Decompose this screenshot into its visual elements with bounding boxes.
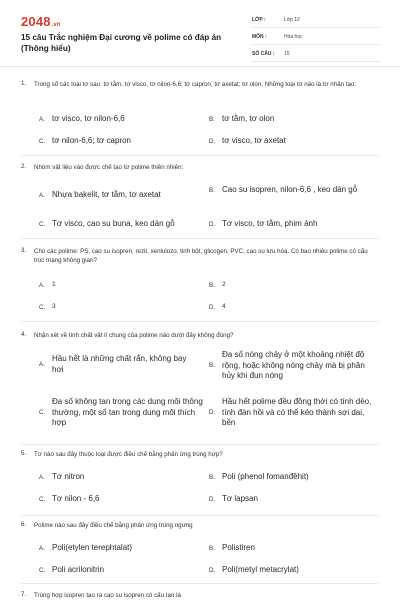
option-letter: A. (39, 361, 45, 368)
option-b[interactable] (209, 350, 379, 382)
meta-row-subject (252, 30, 380, 45)
question-number: 3. (21, 247, 27, 254)
option-text: Đa số không tan trong các dung môi thông thường, một số tan trong dung môi thích hợp (52, 397, 203, 427)
option-c[interactable] (39, 494, 100, 505)
worksheet-meta (252, 13, 380, 64)
question-number: 7. (21, 591, 27, 598)
option-text: Hầu hết là những chất rắn, không bay hơi (52, 354, 187, 374)
meta-row-count (252, 47, 380, 62)
question-divider (21, 515, 378, 516)
option-b[interactable] (209, 543, 255, 554)
worksheet-title: 15 câu Trắc nghiệm Đại cương về polime có đáp án (Thông hiểu) (21, 33, 222, 53)
option-letter: D. (209, 409, 216, 417)
option-text: tơ visco, tơ axetat (222, 136, 286, 145)
question-number: 2. (21, 163, 27, 170)
question-divider (21, 444, 378, 445)
option-text: 2 (222, 281, 226, 288)
question-text: Nhận xét về tính chất vật lí chung của polime nào dưới đây không đúng? (34, 332, 234, 339)
option-text: Tơ visco, tơ tằm, phim ảnh (222, 219, 318, 228)
option-c[interactable] (39, 397, 207, 429)
option-text: Tơ nilon - 6,6 (52, 494, 100, 503)
option-letter: A. (39, 281, 45, 289)
option-d[interactable] (209, 565, 299, 576)
option-b[interactable] (209, 472, 309, 483)
question-text: Trùng hợp isopren tạo ra cao su isopren có cấu tạo là (34, 592, 181, 599)
question-5 (21, 450, 378, 516)
option-letter: B. (209, 115, 215, 123)
option-a[interactable] (39, 543, 132, 554)
question-2 (21, 163, 378, 243)
option-a[interactable] (39, 114, 125, 125)
option-text: tơ nilon-6,6; tơ capron (52, 136, 131, 145)
option-b[interactable] (209, 114, 274, 125)
option-letter: D. (209, 303, 216, 311)
question-text: Trong số các loại tơ sau: tơ tằm, tơ visco, tơ nilon-6,6; tơ capron; tơ axetat; tơ olon. Những loại tơ nào là tơ nhân tạo: (34, 81, 357, 88)
meta-row-class (252, 13, 380, 28)
question-text: Nhóm vật liệu vào được chế tạo từ polime thiên nhiên: (34, 164, 184, 171)
option-text: Hầu hết polime đều đồng thời có tính dẻo, tính đàn hồi và có thể kéo thành sợi dai, bền (222, 397, 372, 427)
option-letter: B. (209, 362, 215, 370)
option-c[interactable] (39, 565, 104, 576)
option-a[interactable] (39, 280, 56, 291)
option-b[interactable] (209, 185, 374, 196)
option-text: Tơ nitron (52, 472, 85, 481)
question-1 (21, 80, 378, 160)
worksheet-header (0, 0, 400, 67)
option-text: Nhựa bakelit, tơ tằm, tơ axetat (52, 190, 161, 199)
option-letter: C. (39, 137, 46, 145)
option-letter: D. (209, 220, 216, 228)
option-letter: C. (39, 303, 46, 311)
option-d[interactable] (209, 494, 258, 505)
question-4 (21, 331, 378, 446)
option-text: 1 (52, 281, 56, 288)
option-letter: B. (209, 473, 215, 481)
option-d[interactable] (209, 302, 226, 313)
meta-label: SỐ CÂU : (252, 51, 275, 57)
logo-suffix: .vn (51, 22, 61, 28)
option-d[interactable] (209, 397, 379, 429)
option-text: Đa số nóng chảy ở một khoảng nhiệt độ rộng, hoặc không nóng chảy mà bị phân hủy khi đun nóng (222, 350, 365, 380)
option-text: Tơ lapsan (222, 494, 258, 503)
question-number: 6. (21, 521, 27, 528)
option-text: Poli(metyl metacrylat) (222, 565, 299, 574)
option-letter: C. (39, 566, 46, 574)
option-a[interactable] (39, 190, 161, 201)
question-number: 4. (21, 331, 27, 338)
option-letter: B. (209, 281, 215, 289)
question-divider (21, 238, 378, 239)
question-6 (21, 521, 378, 587)
option-text: Polistiren (222, 543, 255, 552)
option-letter: C. (39, 495, 46, 503)
option-a[interactable] (39, 472, 84, 483)
site-logo[interactable] (21, 14, 60, 29)
option-text: Poli (phenol fomanđêhit) (222, 472, 309, 481)
option-c[interactable] (39, 136, 131, 147)
option-letter: D. (209, 566, 216, 574)
option-letter: C. (39, 409, 46, 417)
option-text: 4 (222, 303, 226, 310)
option-letter: A. (39, 473, 45, 481)
option-letter: D. (209, 495, 216, 503)
question-number: 5. (21, 450, 27, 457)
option-d[interactable] (209, 136, 286, 147)
meta-value: Lớp 12 (284, 17, 300, 23)
option-letter: B. (209, 186, 215, 194)
question-divider (21, 583, 378, 584)
option-letter: C. (39, 220, 46, 228)
option-c[interactable] (39, 219, 175, 230)
question-divider (21, 155, 378, 156)
option-b[interactable] (209, 280, 226, 291)
question-7 (21, 591, 378, 600)
option-text: Poli acrilonitrin (52, 565, 105, 574)
question-divider (21, 321, 378, 322)
option-c[interactable] (39, 302, 56, 313)
meta-label: MÔN : (252, 34, 267, 40)
question-text: Polime nào sau đây điều chế bằng phản ứng trùng ngưng (34, 522, 193, 529)
option-text: tơ visco, tơ nilon-6,6 (52, 114, 125, 123)
option-letter: D. (209, 137, 216, 145)
option-text: Cao su isopren, nilon-6,6 , keo dán gỗ (222, 185, 358, 194)
option-letter: A. (39, 544, 45, 552)
option-letter: A. (39, 191, 45, 199)
logo-text: 2048 (21, 14, 51, 29)
question-3 (21, 247, 378, 327)
option-text: tơ tằm, tơ olon (222, 114, 275, 123)
option-a[interactable] (39, 354, 199, 375)
question-text: Tơ nào sau đây thuộc loại được điều chế bằng phản ứng trùng hợp? (34, 451, 223, 458)
option-d[interactable] (209, 219, 317, 230)
meta-value: Hóa học (284, 34, 303, 40)
option-text: Poli(etylen terephtalat) (52, 543, 133, 552)
meta-label: LỚP : (252, 17, 266, 23)
option-text: Tơ visco, cao su buna, keo dán gỗ (52, 219, 175, 228)
option-letter: A. (39, 115, 45, 123)
question-number: 1. (21, 80, 27, 87)
option-text: 3 (52, 303, 56, 310)
meta-value: 15 (284, 51, 290, 57)
question-text: Cho các polime: PS, cao su isopren, rezit, xenlulozo, tinh bột, glicogen, PVC, cao su lưu hóa. Có bao nhiêu polime có cấu trúc mạng không gian? (34, 248, 368, 264)
option-letter: B. (209, 544, 215, 552)
